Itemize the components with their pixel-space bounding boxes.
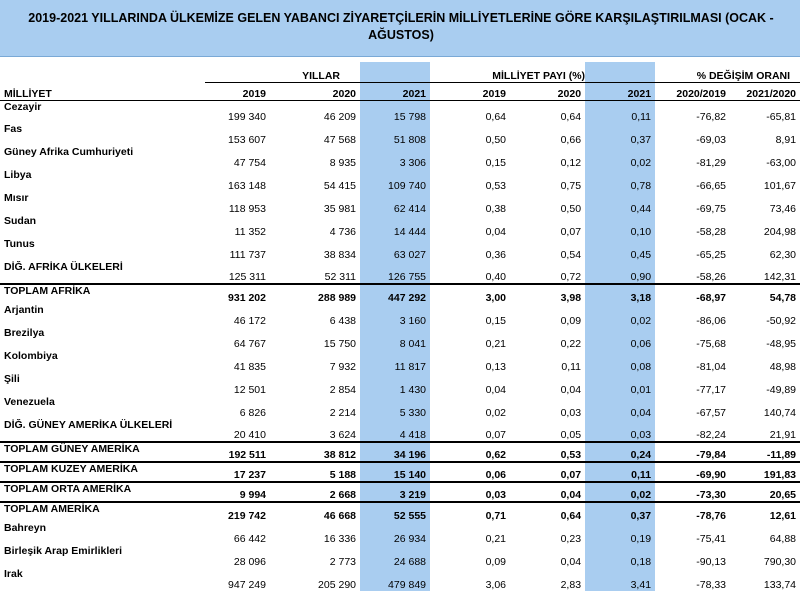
- value-cell: 219 742: [205, 502, 270, 522]
- value-cell: 0,02: [585, 482, 655, 502]
- value-cell: -65,25: [696, 249, 727, 261]
- value-cell: -76,82: [696, 111, 727, 123]
- nationality-cell: Birleşik Arap Emirlikleri: [4, 545, 123, 557]
- column-header-row: [0, 82, 800, 100]
- value-cell: 142,31: [763, 271, 797, 283]
- value-cell: 0,06: [430, 462, 510, 482]
- nationality-cell: TOPLAM KUZEY AMERİKA: [0, 462, 205, 482]
- value-cell: -79,84: [655, 442, 730, 462]
- nationality-cell: Libya: [4, 169, 32, 181]
- value-cell: 0,22: [560, 338, 582, 350]
- value-cell: 0,13: [485, 361, 507, 373]
- value-cell: 3 306: [360, 146, 430, 169]
- group-pay: MİLLİYET PAYI (%): [430, 62, 585, 82]
- value-cell: 12 501: [233, 384, 266, 396]
- value-cell: 0,08: [585, 350, 655, 373]
- blank-header: [0, 62, 205, 82]
- value-cell: 191,83: [730, 462, 800, 482]
- value-cell: 64 767: [233, 338, 266, 350]
- value-cell: -81,29: [696, 157, 727, 169]
- value-cell: 101,67: [763, 180, 797, 192]
- col-yil-2019: 2019: [205, 82, 270, 100]
- value-cell: 0,62: [430, 442, 510, 462]
- value-cell: 9 994: [205, 482, 270, 502]
- value-cell: 2 214: [329, 407, 357, 419]
- value-cell: 163 148: [228, 180, 266, 192]
- value-cell: 0,66: [560, 134, 582, 146]
- value-cell: 21,91: [769, 429, 797, 441]
- col-yil-2021: 2021: [360, 82, 430, 100]
- value-cell: 63 027: [360, 238, 430, 261]
- value-cell: 3,18: [585, 284, 655, 304]
- value-cell: 47 568: [323, 134, 357, 146]
- table-row: [0, 350, 800, 373]
- nationality-cell: Arjantin: [4, 304, 44, 316]
- col-degisim-2020-2019: 2020/2019: [655, 82, 730, 100]
- value-cell: 41 835: [233, 361, 266, 373]
- value-cell: 5 188: [270, 462, 360, 482]
- value-cell: -11,89: [730, 442, 800, 462]
- value-cell: 15 750: [323, 338, 357, 350]
- value-cell: 28 096: [233, 556, 266, 568]
- value-cell: 0,64: [560, 111, 582, 123]
- value-cell: 0,90: [585, 261, 655, 284]
- table-row: [0, 146, 800, 169]
- value-cell: 0,07: [510, 462, 585, 482]
- value-cell: 11 817: [360, 350, 430, 373]
- value-cell: -73,30: [655, 482, 730, 502]
- value-cell: 0,15: [485, 315, 507, 327]
- value-cell: 51 808: [360, 123, 430, 146]
- value-cell: -65,81: [766, 111, 797, 123]
- group-header-row: [0, 62, 800, 82]
- value-cell: -50,92: [766, 315, 797, 327]
- value-cell: 947 249: [228, 579, 266, 591]
- value-cell: 447 292: [360, 284, 430, 304]
- value-cell: 8,91: [775, 134, 797, 146]
- value-cell: -82,24: [696, 429, 727, 441]
- value-cell: 62,30: [769, 249, 797, 261]
- value-cell: 3,41: [585, 568, 655, 591]
- value-cell: -58,26: [696, 271, 727, 283]
- table-row: [0, 261, 800, 284]
- value-cell: 0,64: [510, 502, 585, 522]
- value-cell: 0,75: [560, 180, 582, 192]
- col-degisim-2021-2020: 2021/2020: [730, 82, 800, 100]
- value-cell: 790,30: [763, 556, 797, 568]
- nationality-cell: Brezilya: [4, 327, 45, 339]
- value-cell: 133,74: [763, 579, 797, 591]
- value-cell: 0,07: [560, 226, 582, 238]
- value-cell: 3 219: [360, 482, 430, 502]
- value-cell: 26 934: [360, 522, 430, 545]
- value-cell: 288 989: [270, 284, 360, 304]
- nationality-cell: Bahreyn: [4, 522, 47, 534]
- value-cell: 0,44: [585, 192, 655, 215]
- value-cell: 0,54: [560, 249, 582, 261]
- value-cell: 109 740: [360, 169, 430, 192]
- value-cell: 17 237: [205, 462, 270, 482]
- value-cell: -75,68: [696, 338, 727, 350]
- value-cell: 118 953: [228, 203, 266, 215]
- nationality-cell: Cezayir: [4, 100, 42, 113]
- col-milliyet: MİLLİYET: [0, 82, 205, 100]
- value-cell: 54,78: [730, 284, 800, 304]
- col-yil-2020: 2020: [270, 82, 360, 100]
- value-cell: 126 755: [360, 261, 430, 284]
- total-row: [0, 284, 800, 304]
- value-cell: 38 834: [323, 249, 357, 261]
- value-cell: 0,07: [485, 429, 507, 441]
- table-row: [0, 373, 800, 396]
- value-cell: 0,21: [485, 338, 507, 350]
- total-row: [0, 462, 800, 482]
- value-cell: 0,72: [560, 271, 582, 283]
- value-cell: 111 737: [229, 249, 266, 261]
- col-pay-2020: 2020: [510, 82, 585, 100]
- value-cell: 0,04: [510, 482, 585, 502]
- value-cell: 3 624: [329, 429, 357, 441]
- total-row: [0, 482, 800, 502]
- value-cell: 0,05: [560, 429, 582, 441]
- value-cell: 0,11: [585, 462, 655, 482]
- value-cell: 0,38: [485, 203, 507, 215]
- table-row: [0, 304, 800, 327]
- value-cell: 0,10: [585, 215, 655, 238]
- value-cell: 0,11: [585, 100, 655, 123]
- group-pay-2021: [585, 62, 655, 82]
- value-cell: 8 041: [360, 327, 430, 350]
- value-cell: 0,50: [485, 134, 507, 146]
- value-cell: 3,00: [430, 284, 510, 304]
- value-cell: 0,18: [585, 545, 655, 568]
- nationality-cell: DİĞ. GÜNEY AMERİKA ÜLKELERİ: [4, 419, 173, 431]
- value-cell: 2 854: [329, 384, 357, 396]
- nationality-cell: Güney Afrika Cumhuriyeti: [4, 146, 134, 158]
- value-cell: 15 140: [360, 462, 430, 482]
- value-cell: -69,75: [696, 203, 727, 215]
- value-cell: 1 430: [360, 373, 430, 396]
- value-cell: 66 442: [233, 533, 266, 545]
- value-cell: 0,02: [485, 407, 507, 419]
- table-row: [0, 396, 800, 419]
- value-cell: 0,04: [560, 556, 582, 568]
- nationality-cell: TOPLAM GÜNEY AMERİKA: [0, 442, 205, 462]
- total-row: [0, 442, 800, 462]
- value-cell: 0,03: [585, 419, 655, 442]
- nationality-cell: Mısır: [4, 192, 29, 204]
- nationality-cell: DİĞ. AFRİKA ÜLKELERİ: [4, 261, 123, 273]
- value-cell: 4 736: [329, 226, 357, 238]
- value-cell: 0,78: [585, 169, 655, 192]
- value-cell: -78,76: [655, 502, 730, 522]
- value-cell: 0,03: [430, 482, 510, 502]
- value-cell: 54 415: [323, 180, 357, 192]
- value-cell: 140,74: [763, 407, 797, 419]
- value-cell: -69,90: [655, 462, 730, 482]
- value-cell: -77,17: [696, 384, 727, 396]
- value-cell: 479 849: [360, 568, 430, 591]
- value-cell: 0,40: [485, 271, 507, 283]
- value-cell: 0,15: [485, 157, 507, 169]
- table-row: [0, 123, 800, 146]
- table-row: [0, 238, 800, 261]
- value-cell: -90,13: [696, 556, 727, 568]
- value-cell: 0,37: [585, 502, 655, 522]
- table-row: [0, 327, 800, 350]
- value-cell: -69,03: [696, 134, 727, 146]
- group-yillar-2021: [360, 62, 430, 82]
- value-cell: -81,04: [696, 361, 727, 373]
- value-cell: 0,53: [510, 442, 585, 462]
- value-cell: 0,71: [430, 502, 510, 522]
- value-cell: 3,06: [485, 579, 507, 591]
- table-row: [0, 100, 800, 123]
- value-cell: 0,50: [560, 203, 582, 215]
- nationality-cell: TOPLAM ORTA AMERİKA: [0, 482, 205, 502]
- value-cell: 20 410: [233, 429, 266, 441]
- nationality-cell: Venezuela: [4, 396, 55, 408]
- value-cell: 0,04: [485, 226, 507, 238]
- value-cell: 2 668: [270, 482, 360, 502]
- total-row: [0, 502, 800, 522]
- report-title: 2019-2021 YILLARINDA ÜLKEMİZE GELEN YABANCI ZİYARETÇİLERİN MİLLİYETLERİNE GÖRE KARŞILAŞTIRILMASI (OCAK - AĞUSTOS): [28, 11, 774, 42]
- value-cell: 16 336: [323, 533, 357, 545]
- value-cell: 3,98: [510, 284, 585, 304]
- value-cell: 0,64: [485, 111, 507, 123]
- value-cell: 0,23: [560, 533, 582, 545]
- value-cell: 62 414: [360, 192, 430, 215]
- value-cell: 125 311: [228, 271, 266, 283]
- title-banner: [0, 0, 800, 57]
- table-row: [0, 545, 800, 568]
- value-cell: 0,19: [585, 522, 655, 545]
- value-cell: 931 202: [205, 284, 270, 304]
- value-cell: 0,09: [485, 556, 507, 568]
- value-cell: 46 172: [233, 315, 266, 327]
- value-cell: 0,03: [560, 407, 582, 419]
- value-cell: 0,04: [585, 396, 655, 419]
- nationality-cell: TOPLAM AMERİKA: [0, 502, 205, 522]
- value-cell: 0,04: [560, 384, 582, 396]
- value-cell: 24 688: [360, 545, 430, 568]
- visitor-table: [0, 62, 800, 591]
- value-cell: 4 418: [360, 419, 430, 442]
- table-row: [0, 568, 800, 591]
- nationality-cell: Irak: [4, 568, 23, 580]
- value-cell: 3 160: [360, 304, 430, 327]
- group-degisim: % DEĞİŞİM ORANI: [655, 62, 800, 82]
- value-cell: -86,06: [696, 315, 727, 327]
- value-cell: 0,12: [560, 157, 582, 169]
- value-cell: 2,83: [560, 579, 582, 591]
- value-cell: 11 352: [234, 226, 266, 238]
- value-cell: 0,45: [585, 238, 655, 261]
- value-cell: 199 340: [228, 111, 266, 123]
- value-cell: 0,11: [561, 361, 582, 373]
- value-cell: -49,89: [766, 384, 797, 396]
- table-row: [0, 215, 800, 238]
- value-cell: 204,98: [763, 226, 797, 238]
- value-cell: 0,04: [485, 384, 507, 396]
- value-cell: -68,97: [655, 284, 730, 304]
- value-cell: -48,95: [766, 338, 797, 350]
- value-cell: 47 754: [233, 157, 266, 169]
- value-cell: 46 209: [323, 111, 357, 123]
- value-cell: 0,21: [485, 533, 507, 545]
- nationality-cell: Sudan: [4, 215, 37, 227]
- value-cell: 35 981: [323, 203, 357, 215]
- value-cell: 73,46: [769, 203, 797, 215]
- value-cell: 0,06: [585, 327, 655, 350]
- value-cell: -63,00: [766, 157, 797, 169]
- value-cell: 64,88: [769, 533, 797, 545]
- value-cell: 0,01: [585, 373, 655, 396]
- value-cell: 34 196: [360, 442, 430, 462]
- value-cell: 153 607: [228, 134, 266, 146]
- value-cell: -67,57: [696, 407, 727, 419]
- nationality-cell: TOPLAM AFRİKA: [0, 284, 205, 304]
- value-cell: 48,98: [769, 361, 797, 373]
- value-cell: 6 826: [239, 407, 266, 419]
- value-cell: 0,24: [585, 442, 655, 462]
- value-cell: 0,09: [560, 315, 582, 327]
- value-cell: -58,28: [696, 226, 727, 238]
- value-cell: 7 932: [329, 361, 357, 373]
- value-cell: 5 330: [360, 396, 430, 419]
- value-cell: 6 438: [329, 315, 357, 327]
- value-cell: 0,02: [585, 304, 655, 327]
- group-yillar: YILLAR: [205, 62, 360, 82]
- col-pay-2019: 2019: [430, 82, 510, 100]
- table-row: [0, 522, 800, 545]
- value-cell: 0,02: [585, 146, 655, 169]
- table-row: [0, 169, 800, 192]
- nationality-cell: Tunus: [4, 238, 35, 250]
- value-cell: -75,41: [696, 533, 727, 545]
- value-cell: 46 668: [270, 502, 360, 522]
- value-cell: 8 935: [329, 157, 357, 169]
- value-cell: 0,36: [485, 249, 507, 261]
- value-cell: 52 555: [360, 502, 430, 522]
- nationality-cell: Fas: [4, 123, 23, 135]
- col-pay-2021: 2021: [585, 82, 655, 100]
- value-cell: 192 511: [205, 442, 270, 462]
- value-cell: 12,61: [730, 502, 800, 522]
- value-cell: 20,65: [730, 482, 800, 502]
- value-cell: -78,33: [696, 579, 727, 591]
- value-cell: 0,37: [585, 123, 655, 146]
- nationality-cell: Şili: [4, 373, 20, 385]
- value-cell: 15 798: [360, 100, 430, 123]
- value-cell: 14 444: [360, 215, 430, 238]
- value-cell: -66,65: [696, 180, 727, 192]
- value-cell: 2 773: [329, 556, 357, 568]
- value-cell: 52 311: [324, 271, 357, 283]
- table-row: [0, 419, 800, 442]
- nationality-cell: Kolombiya: [4, 350, 58, 362]
- value-cell: 0,53: [485, 180, 507, 192]
- table-row: [0, 192, 800, 215]
- value-cell: 38 812: [270, 442, 360, 462]
- value-cell: 205 290: [318, 579, 357, 591]
